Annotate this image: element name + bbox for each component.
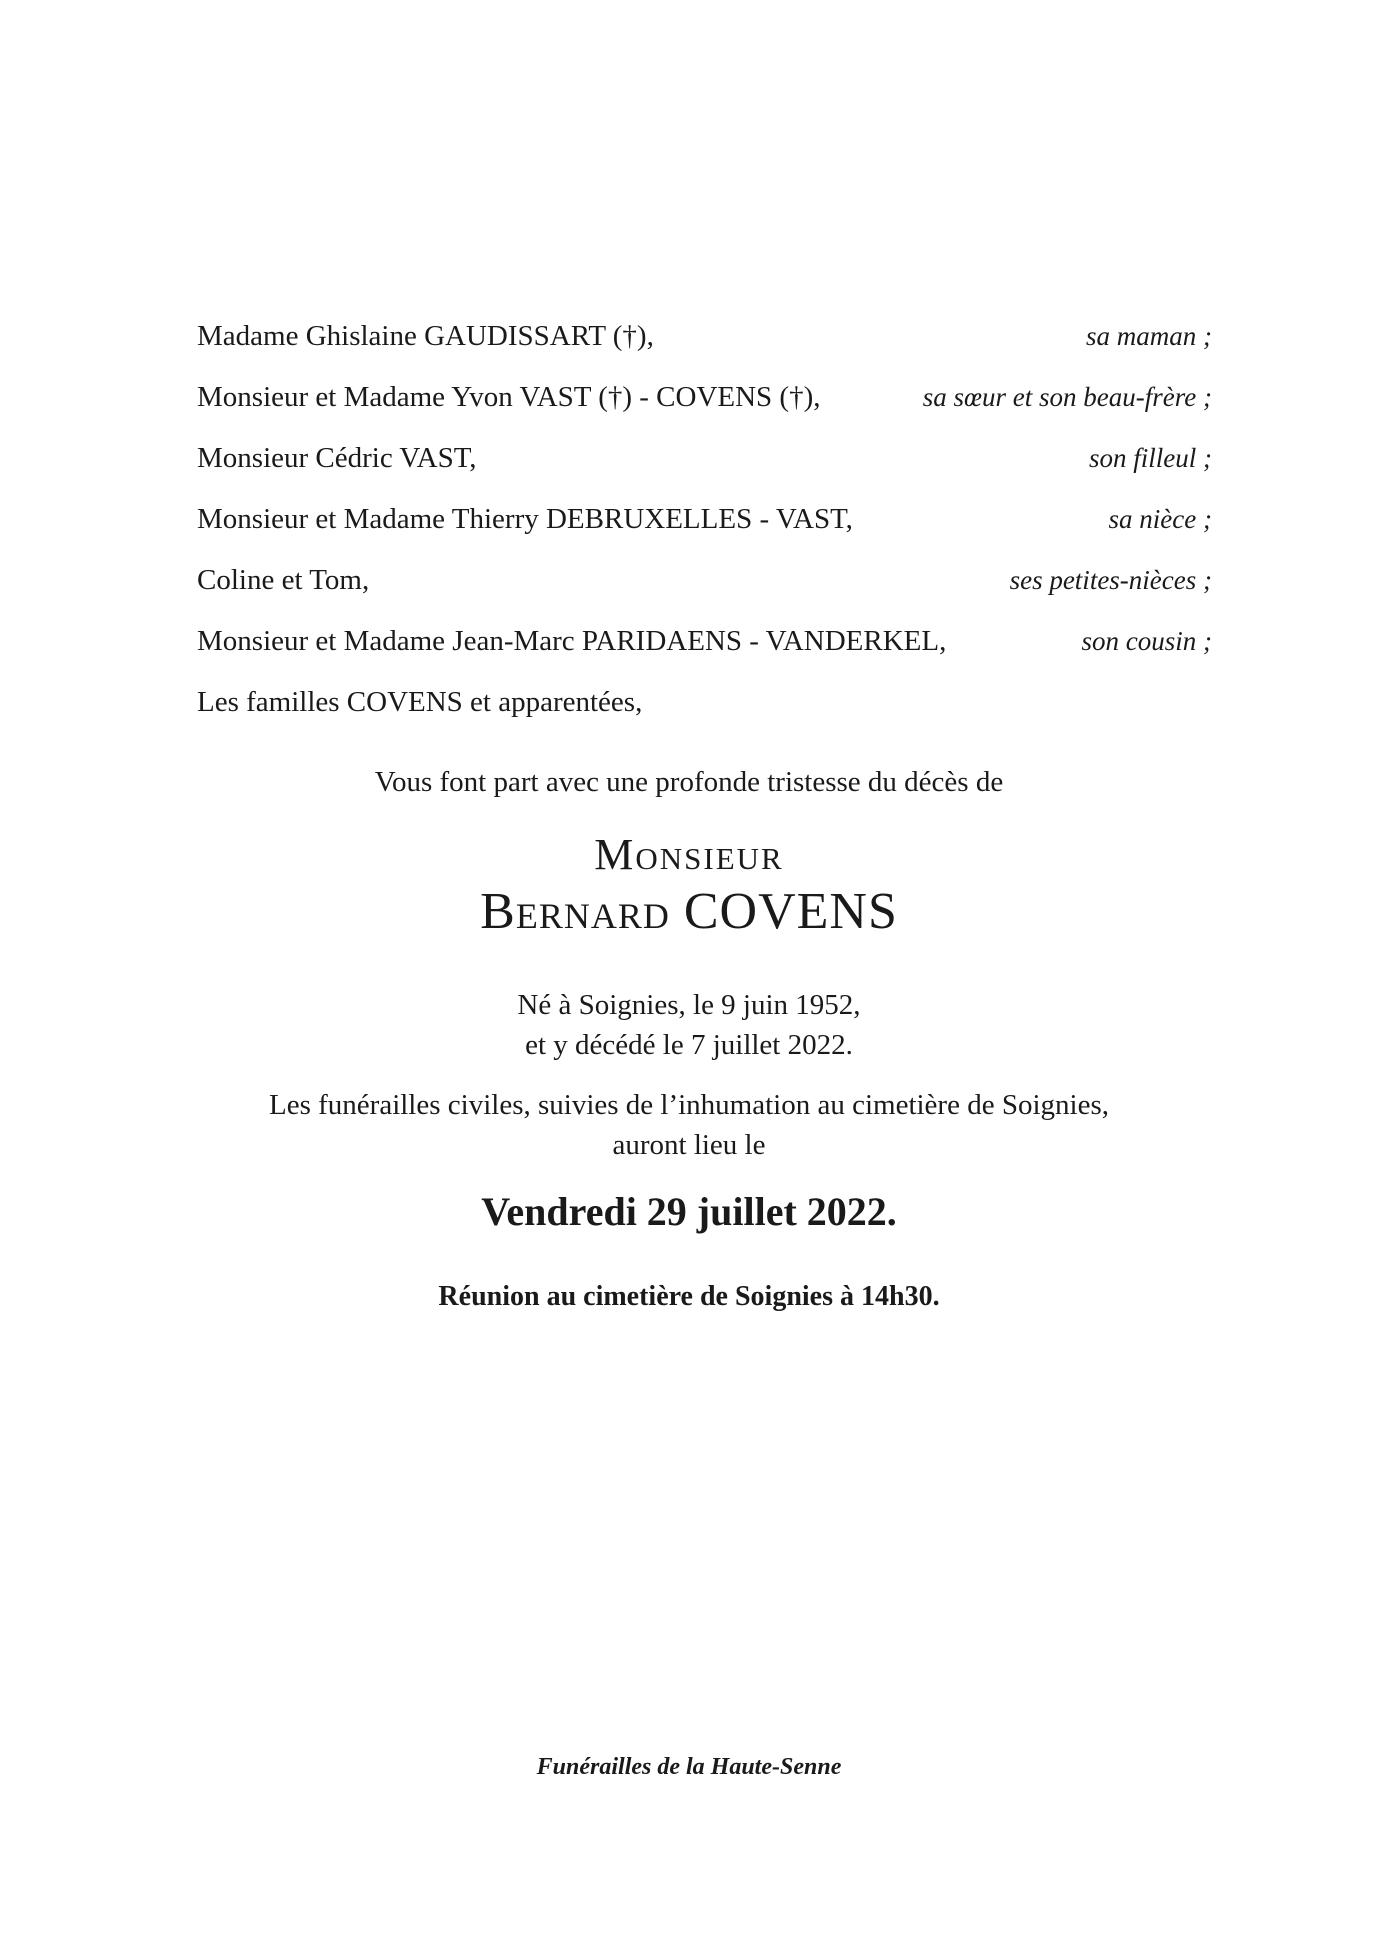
funeral-company: Funérailles de la Haute-Senne — [536, 1754, 842, 1780]
funeral-info-line-2: auront lieu le — [612, 1129, 766, 1161]
mourner-name: Madame Ghislaine GAUDISSART (†), — [197, 320, 654, 352]
meeting-info: Réunion au cimetière de Soignies à 14h30. — [438, 1281, 940, 1312]
mourner-name: Monsieur et Madame Yvon VAST (†) - COVENS (†), — [197, 381, 821, 413]
mourner-name: Coline et Tom, — [197, 564, 370, 596]
deceased-name: Bernard COVENS — [480, 883, 898, 940]
mourner-relation: ses petites-nièces ; — [1009, 565, 1212, 595]
mourner-relation: sa sœur et son beau-frère ; — [922, 382, 1212, 412]
mourner-name: Monsieur Cédric VAST, — [197, 442, 477, 474]
mourner-relation: sa nièce ; — [1108, 504, 1212, 534]
mourner-relation: sa maman ; — [1086, 321, 1212, 351]
mourner-row — [197, 438, 1212, 499]
announcement-text: Vous font part avec une profonde tristesse du décès de — [374, 766, 1004, 798]
mourner-row — [197, 621, 1212, 682]
mourner-name: Monsieur et Madame Jean-Marc PARIDAENS - VANDERKEL, — [197, 625, 947, 657]
mourner-relation: son cousin ; — [1081, 626, 1212, 656]
funeral-info-line-1: Les funérailles civiles, suivies de l’inhumation au cimetière de Soignies, — [269, 1089, 1109, 1121]
birth-line: Né à Soignies, le 9 juin 1952, — [517, 989, 861, 1021]
mourner-row — [197, 377, 1212, 438]
mourner-name: Monsieur et Madame Thierry DEBRUXELLES - VAST, — [197, 503, 853, 535]
funeral-date: Vendredi 29 juillet 2022. — [481, 1189, 897, 1234]
mourner-name: Les familles COVENS et apparentées, — [197, 686, 643, 718]
mourner-row — [197, 682, 1212, 743]
deceased-honorific: Monsieur — [594, 830, 784, 879]
mourner-row — [197, 499, 1212, 560]
mourner-relation: son filleul ; — [1089, 443, 1212, 473]
death-line: et y décédé le 7 juillet 2022. — [525, 1029, 853, 1061]
mourners-list — [197, 316, 1212, 743]
mourner-row — [197, 560, 1212, 621]
mourner-row — [197, 316, 1212, 377]
